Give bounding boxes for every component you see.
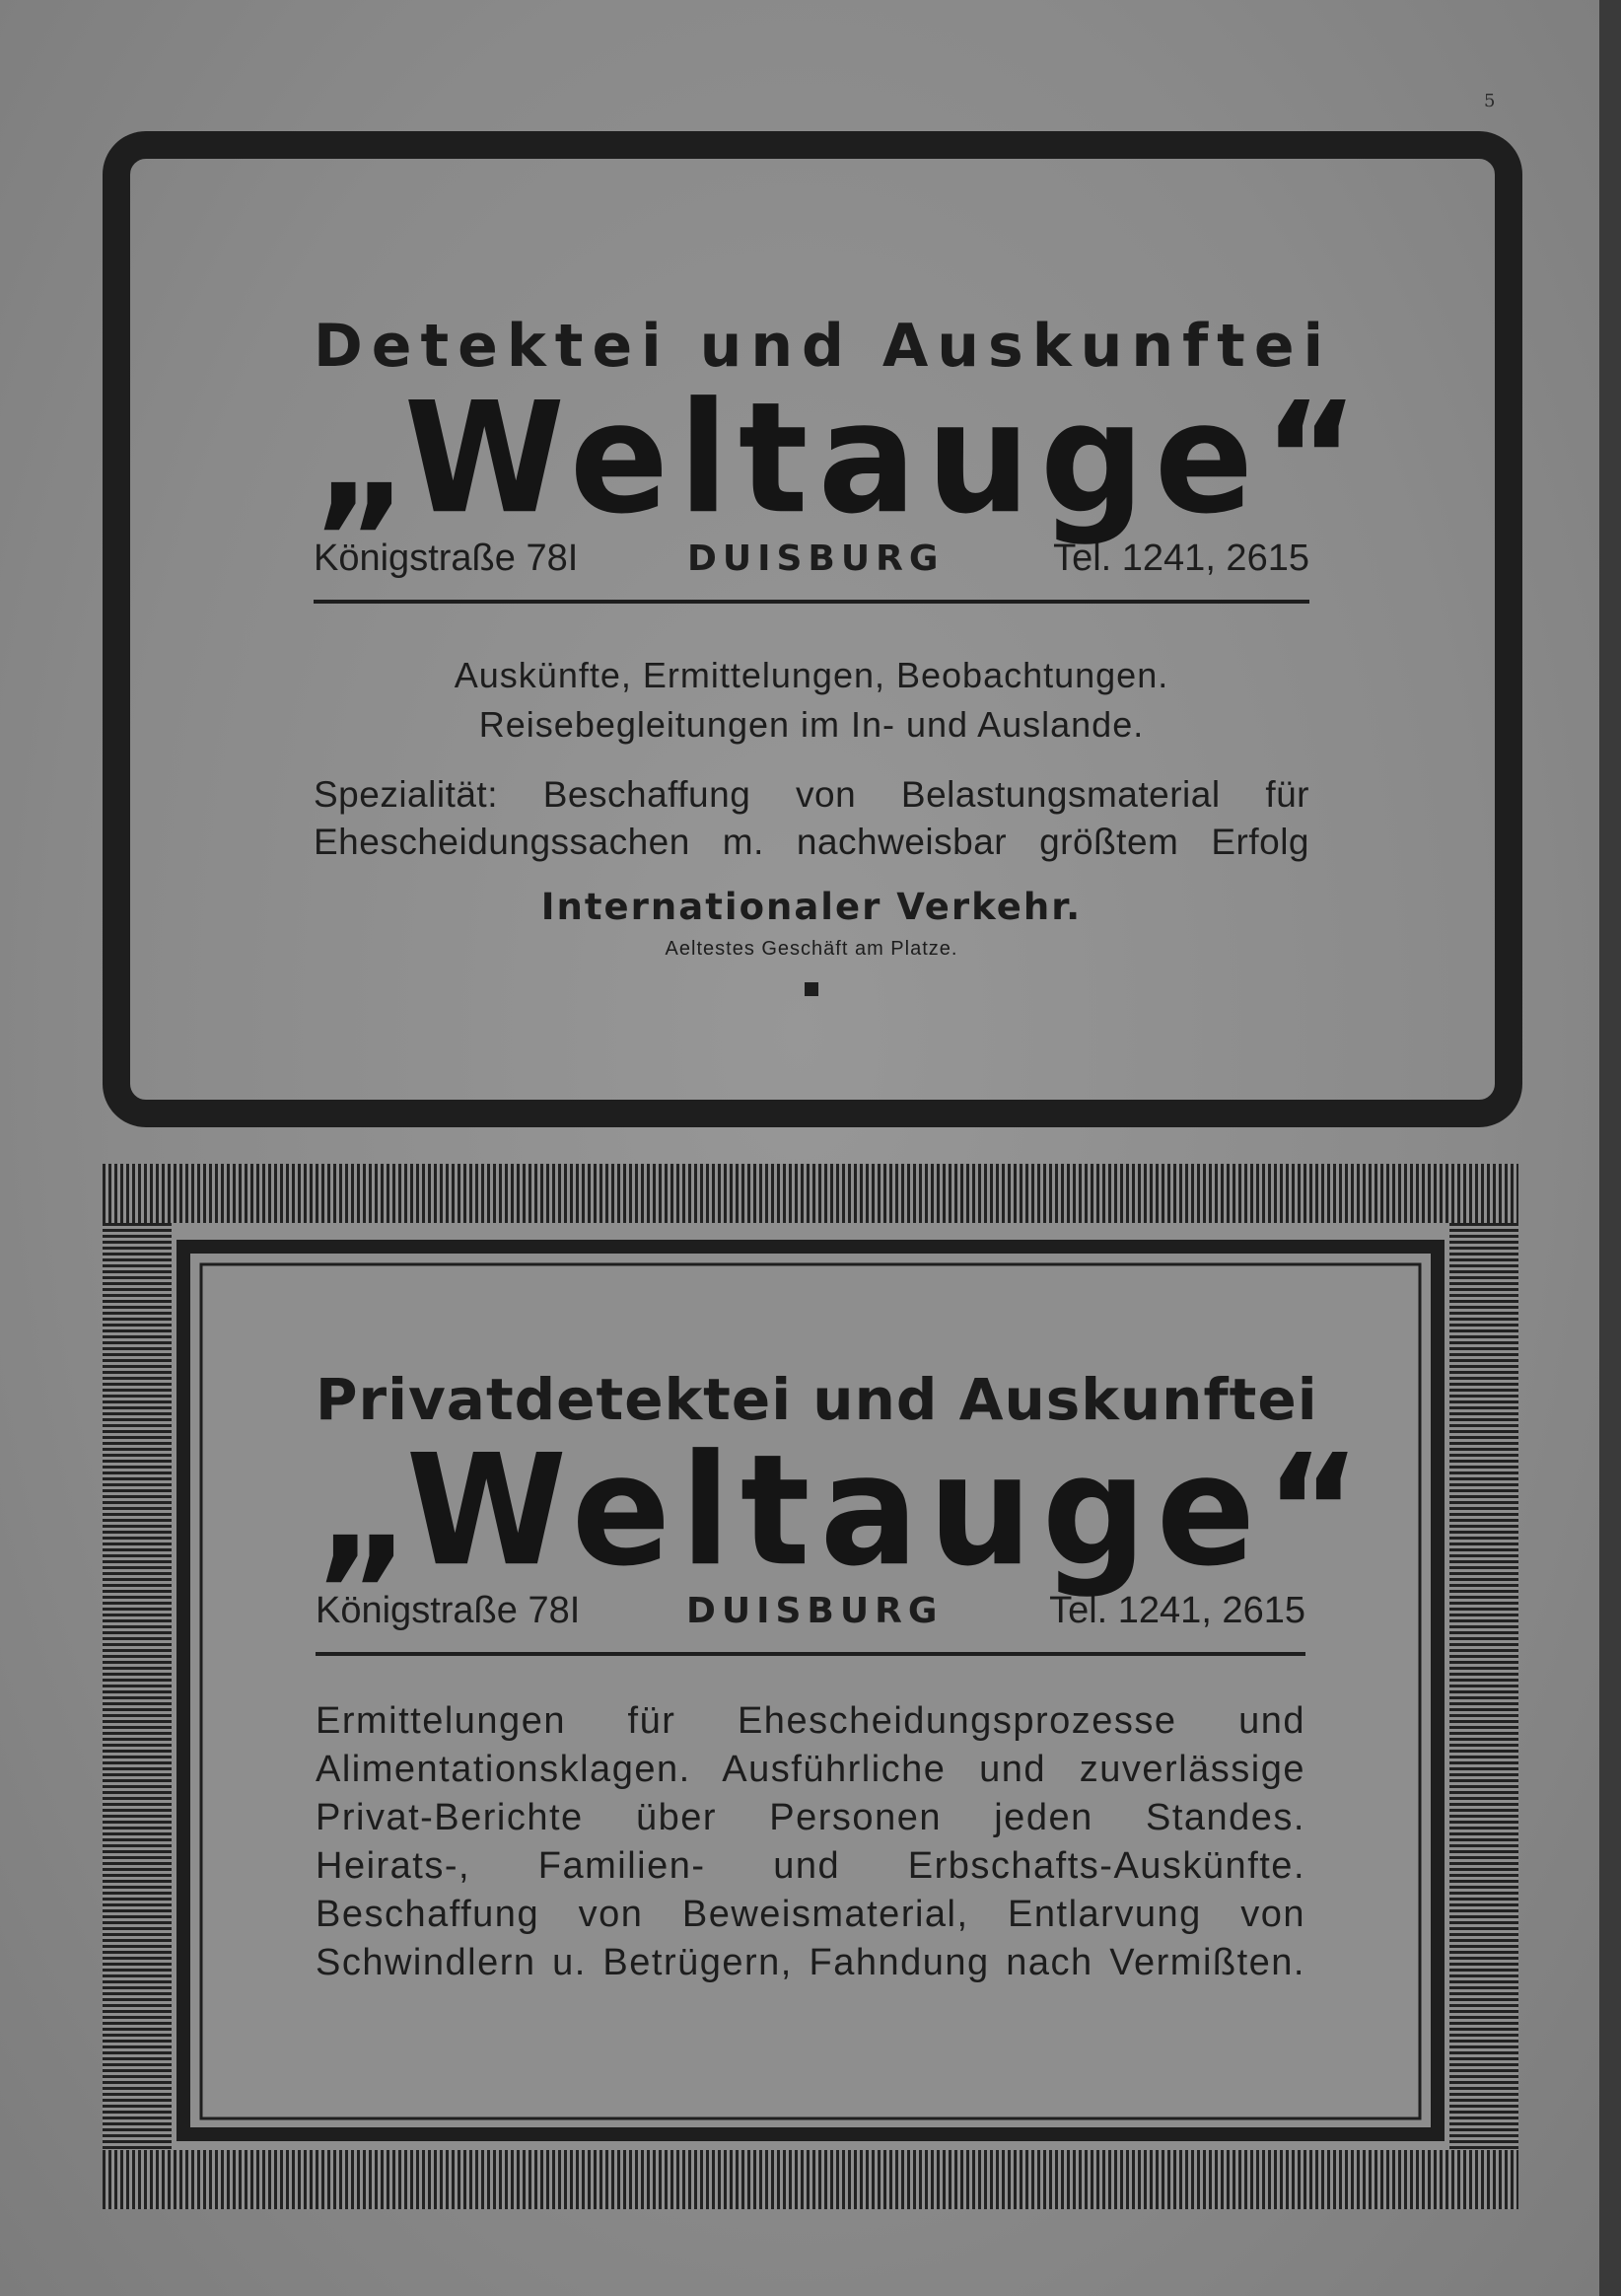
ad1-street: Königstraße 78I bbox=[314, 538, 579, 579]
page-edge-shadow bbox=[1599, 0, 1621, 2296]
ad1-speciality bbox=[314, 771, 1309, 866]
ad1-city: DUISBURG bbox=[686, 538, 945, 579]
ad2-body-line: Heirats-, Familien- und Erbschafts-Auskünfte. bbox=[316, 1845, 1305, 1887]
page-number: 5 bbox=[1484, 91, 1496, 111]
advertisement-weltauge-2 bbox=[103, 1164, 1518, 2209]
ad2-phone: Tel. 1241, 2615 bbox=[1049, 1590, 1305, 1631]
ad2-body-line: Alimentationsklagen. Ausführliche und zuverlässige bbox=[316, 1749, 1305, 1790]
ad2-body-line: Ermittelungen für Ehescheidungsprozesse und bbox=[316, 1700, 1305, 1742]
ad1-services-line: Auskünfte, Ermittelungen, Beobachtungen. bbox=[454, 655, 1169, 695]
ad2-content bbox=[316, 1366, 1372, 1987]
ad2-city: DUISBURG bbox=[685, 1591, 944, 1631]
ad2-body-line: Schwindlern u. Betrügern, Fahndung nach Vermißten. bbox=[316, 1942, 1305, 1983]
ad2-body-line: Privat-Berichte über Personen jeden Standes. bbox=[316, 1797, 1305, 1838]
advertisement-weltauge-1 bbox=[103, 131, 1522, 1127]
ad2-kicker: Privatdetektei und Auskunftei bbox=[316, 1366, 1318, 1433]
ad2-body bbox=[316, 1697, 1305, 1987]
ad1-divider bbox=[314, 600, 1309, 604]
ad1-speciality-line: Spezialität: Beschaffung von Belastungsmaterial für bbox=[314, 774, 1309, 815]
ad2-divider bbox=[316, 1652, 1305, 1656]
ad1-services bbox=[314, 651, 1309, 750]
ad1-brand-name: „Weltauge“ bbox=[314, 369, 1370, 547]
ad2-body-line: Beschaffung von Beweismaterial, Entlarvung von bbox=[316, 1894, 1305, 1935]
ad1-content bbox=[314, 312, 1370, 996]
square-ornament bbox=[805, 982, 818, 996]
ad1-phone: Tel. 1241, 2615 bbox=[1053, 538, 1309, 579]
ad1-speciality-line: Ehescheidungssachen m. nachweisbar größtem Erfolg bbox=[314, 822, 1309, 862]
ad1-international: Internationaler Verkehr. bbox=[540, 886, 1083, 928]
ad1-oldest-business: Aeltestes Geschäft am Platze. bbox=[665, 938, 958, 960]
ad2-brand-name: „Weltauge“ bbox=[316, 1421, 1372, 1600]
ad1-services-line: Reisebegleitungen im In- und Auslande. bbox=[478, 704, 1145, 745]
ad2-street: Königstraße 78I bbox=[316, 1590, 581, 1631]
ad1-kicker: Detektei und Auskunftei bbox=[314, 312, 1333, 381]
